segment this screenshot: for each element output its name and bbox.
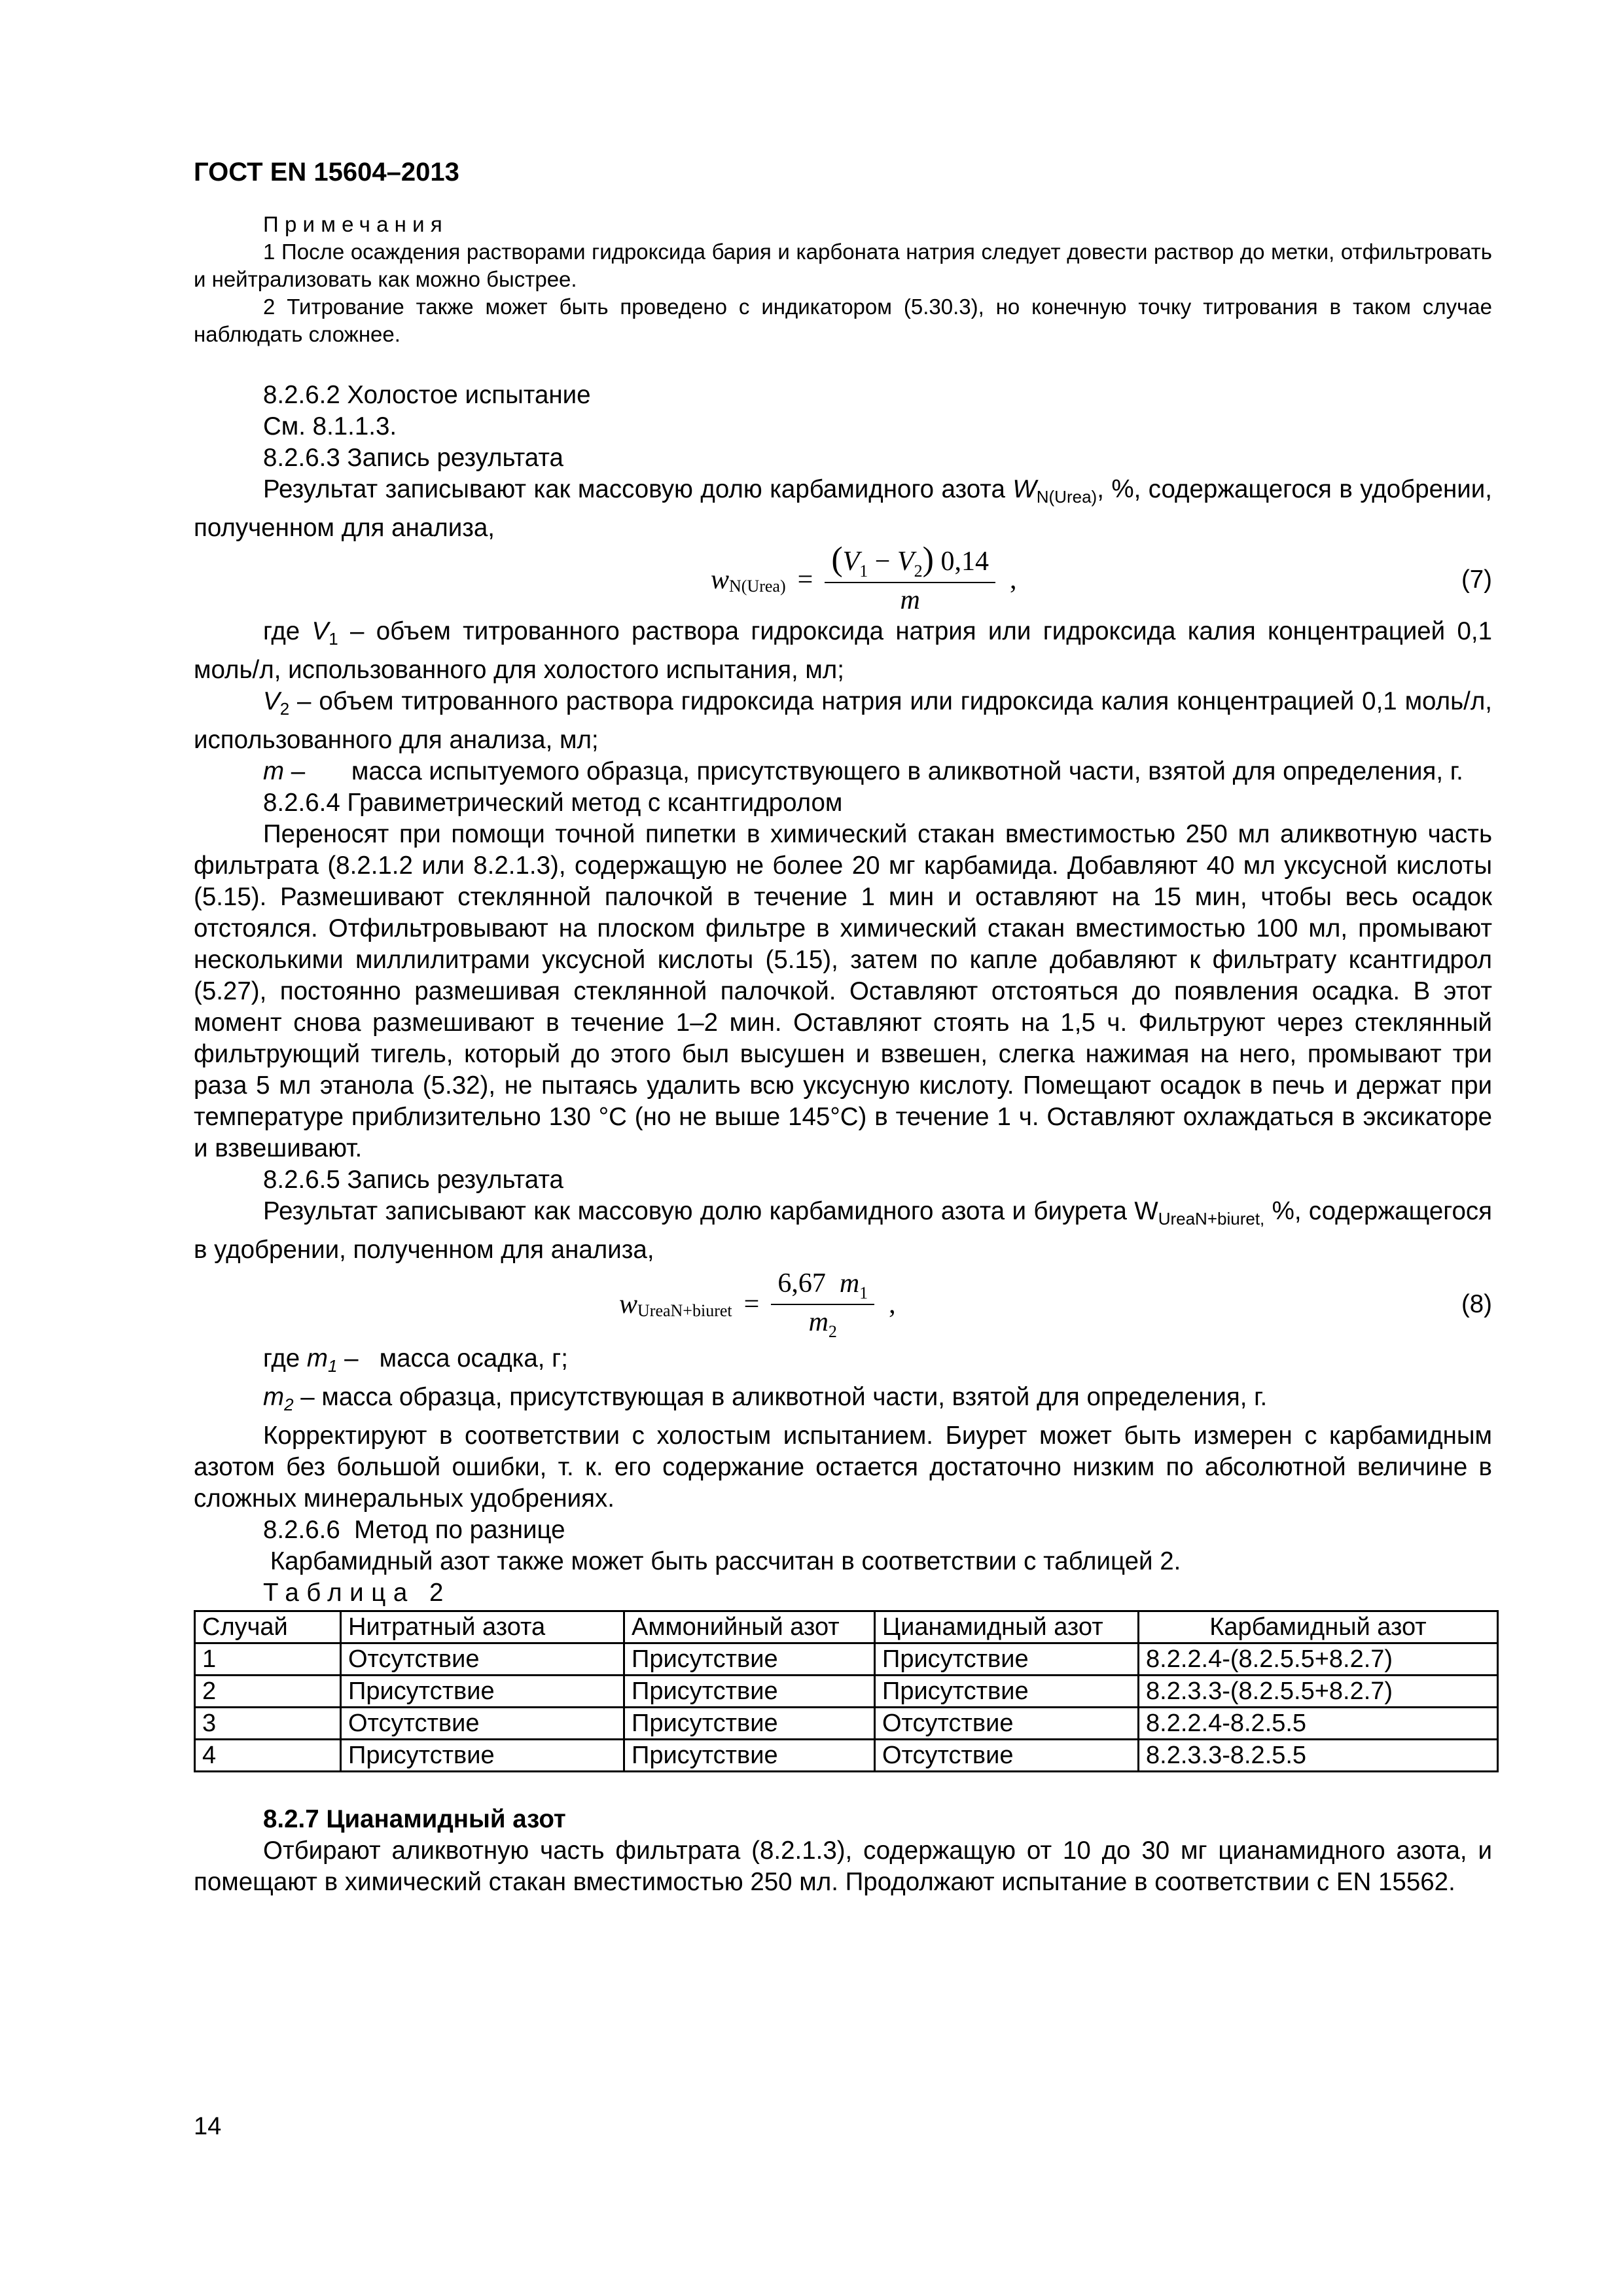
note-2: 2 Титрование также может быть проведено с индикатором (5.30.3), но конечную точку титрования в таком случае наблюдать сложнее.: [194, 295, 1492, 346]
table-row: [195, 1740, 1498, 1772]
table-cell: 2: [195, 1676, 341, 1708]
table-cell: Присутствие: [624, 1676, 875, 1708]
table-header-cell: Карбамидный азот: [1139, 1611, 1498, 1643]
table-cell: Присутствие: [624, 1708, 875, 1740]
section-8-2-6-5-heading: 8.2.6.5 Запись результата: [263, 1166, 563, 1194]
table-cell: 8.2.3.3-8.2.5.5: [1139, 1740, 1498, 1772]
section-8-2-7-heading: 8.2.7 Цианамидный азот: [263, 1805, 566, 1833]
table-cell: Отсутствие: [341, 1708, 624, 1740]
where-v2: $V_2$ – объем титрованного раствора гидроксида натрия или гидроксида калия концентрацией 0,1 моль/л, использованного для анализа, мл;: [194, 687, 1492, 754]
table-cell: 8.2.2.4-(8.2.5.5+8.2.7): [1139, 1643, 1498, 1676]
table-cell: Присутствие: [341, 1676, 624, 1708]
section-8-2-6-3-heading: 8.2.6.3 Запись результата: [263, 444, 563, 472]
table-cell: Присутствие: [875, 1676, 1139, 1708]
table-cell: Присутствие: [624, 1740, 875, 1772]
section-8-2-6-2-heading: 8.2.6.2 Холостое испытание: [263, 381, 591, 409]
table-2: [194, 1610, 1499, 1772]
table-header-cell: Нитратный азота: [341, 1611, 624, 1643]
formula-7-expression: w N(Urea) = $\frac{(V_1 - V_2) 0,14}{m}$ ,: [711, 541, 1017, 615]
notes-block: [194, 211, 1492, 348]
table-cell: 3: [195, 1708, 341, 1740]
section-8-2-6-4-text: Переносят при помощи точной пипетки в химический стакан вместимостью 250 мл аликвотную часть фильтрата (8.2.1.2 или 8.2.1.3), содержащую не более 20 мг карбамида. Добавляют 40 мл уксусной кислоты (5.15). Размешивают стеклянной палочкой в течение 1 мин и оставляют на 15 мин, чтобы весь осадок отстоялся. Отфильтровывают на плоском фильтре в химический стакан вместимостью 100 мл, промывают несколькими миллилитрами уксусной кислоты (5.15), затем по капле добавляют к фильтрату ксантгидрол (5.27), постоянно размешивая стеклянной палочкой. Оставляют отстояться до появления осадка. В этот момент снова размешивают в течение 1–2 мин. Оставляют стоять на 1,5 ч. Фильтруют через стеклянный фильтрующий тигель, который до этого был высушен и взвешен, слегка нажимая на него, промывают три раза 5 мл этанола (5.32), не пытаясь удалить всю уксусную кислоту. Помещают осадок в печь и держат при температуре приблизительно 130 °С (но не выше 145°С) в течение 1 ч. Оставляют охлаждаться в эксикаторе и взвешивают.: [194, 820, 1492, 1162]
table-row: [195, 1643, 1498, 1676]
section-8-2-6-3-text: Результат записывают как массовую долю карбамидного азота $W_{N(Urea)}$, %, содержащегося в удобрении, полученном для анализа,: [194, 475, 1492, 542]
formula-8: [194, 1266, 1492, 1343]
notes-title: Примечания: [263, 212, 448, 236]
page-number: 14: [194, 2113, 222, 2140]
table-cell: 1: [195, 1643, 341, 1676]
section-8-2-6-4-heading: 8.2.6.4 Гравиметрический метод с ксантгидролом: [263, 789, 843, 817]
table-header-row: [195, 1611, 1498, 1643]
formula-8-expression: w UreaN+biuret = $\frac{6,67 m_1}{m_2}$ ,: [619, 1268, 896, 1341]
table-cell: Присутствие: [624, 1643, 875, 1676]
formula-8-fraction: $\frac{6,67 m_1}{m_2}$: [771, 1268, 874, 1341]
table-header-cell: Случай: [195, 1611, 341, 1643]
formula-7-fraction: $\frac{(V_1 - V_2) 0,14}{m}$: [825, 544, 995, 616]
table-header-cell: Цианамидный азот: [875, 1611, 1139, 1643]
table-header-cell: Аммонийный азот: [624, 1611, 875, 1643]
formula-7: [194, 541, 1492, 616]
section-8-2-6-2-text: См. 8.1.1.3.: [263, 412, 397, 440]
table-cell: Отсутствие: [341, 1643, 624, 1676]
formula-8-number: (8): [1461, 1290, 1492, 1318]
where-m2: $m_2$ – масса образца, присутствующая в аликвотной части, взятой для определения, г.: [263, 1383, 1268, 1414]
section-8-2-6-6-heading: 8.2.6.6 Метод по разнице: [263, 1516, 565, 1544]
table-row: [195, 1708, 1498, 1740]
formula-7-number: (7): [1461, 565, 1492, 594]
table-cell: 8.2.2.4-8.2.5.5: [1139, 1708, 1498, 1740]
where-v1: где $V_1$ – объем титрованного раствора гидроксида натрия или гидроксида калия концентрацией 0,1 моль/л, использованного для холостого испытания, мл;: [194, 617, 1493, 684]
note-1: 1 После осаждения растворами гидроксида бария и карбоната натрия следует довести раствор до метки, отфильтровать и нейтрализовать как можно быстрее.: [194, 240, 1492, 291]
correction-paragraph: Корректируют в соответствии с холостым испытанием. Биурет может быть измерен с карбамидным азотом без большой ошибки, т. к. его содержание остается достаточно низким по абсолютной величине в сложных минеральных удобрениях.: [194, 1422, 1492, 1513]
table-cell: Присутствие: [341, 1740, 624, 1772]
section-8-2-7-text: Отбирают аликвотную часть фильтрата (8.2.1.3), содержащую от 10 до 30 мг цианамидного азота, и помещают в химический стакан вместимостью 250 мл. Продолжают испытание в соответствии с EN 15562.: [194, 1837, 1492, 1896]
document-header: ГОСТ EN 15604–2013: [194, 158, 459, 187]
table-cell: Отсутствие: [875, 1708, 1139, 1740]
table-2-caption: Таблица 2: [263, 1579, 452, 1607]
where-m: m – масса испытуемого образца, присутствующего в аликвотной части, взятой для определения, г.: [263, 757, 1463, 785]
table-cell: 8.2.3.3-(8.2.5.5+8.2.7): [1139, 1676, 1498, 1708]
section-8-2-6-5-text: Результат записывают как массовую долю карбамидного азота и биурета $W_{UreaN+biuret,}$ %, содержащегося в удобрении, полученном для анализа,: [194, 1197, 1492, 1264]
page-content: [194, 156, 1492, 1898]
section-8-2-6-6-text: Карбамидный азот также может быть рассчитан в соответствии с таблицей 2.: [263, 1547, 1181, 1575]
table-row: [195, 1676, 1498, 1708]
table-cell: Отсутствие: [875, 1740, 1139, 1772]
table-cell: Присутствие: [875, 1643, 1139, 1676]
table-cell: 4: [195, 1740, 341, 1772]
where-m1: где $m_1$ – масса осадка, г;: [263, 1344, 568, 1376]
